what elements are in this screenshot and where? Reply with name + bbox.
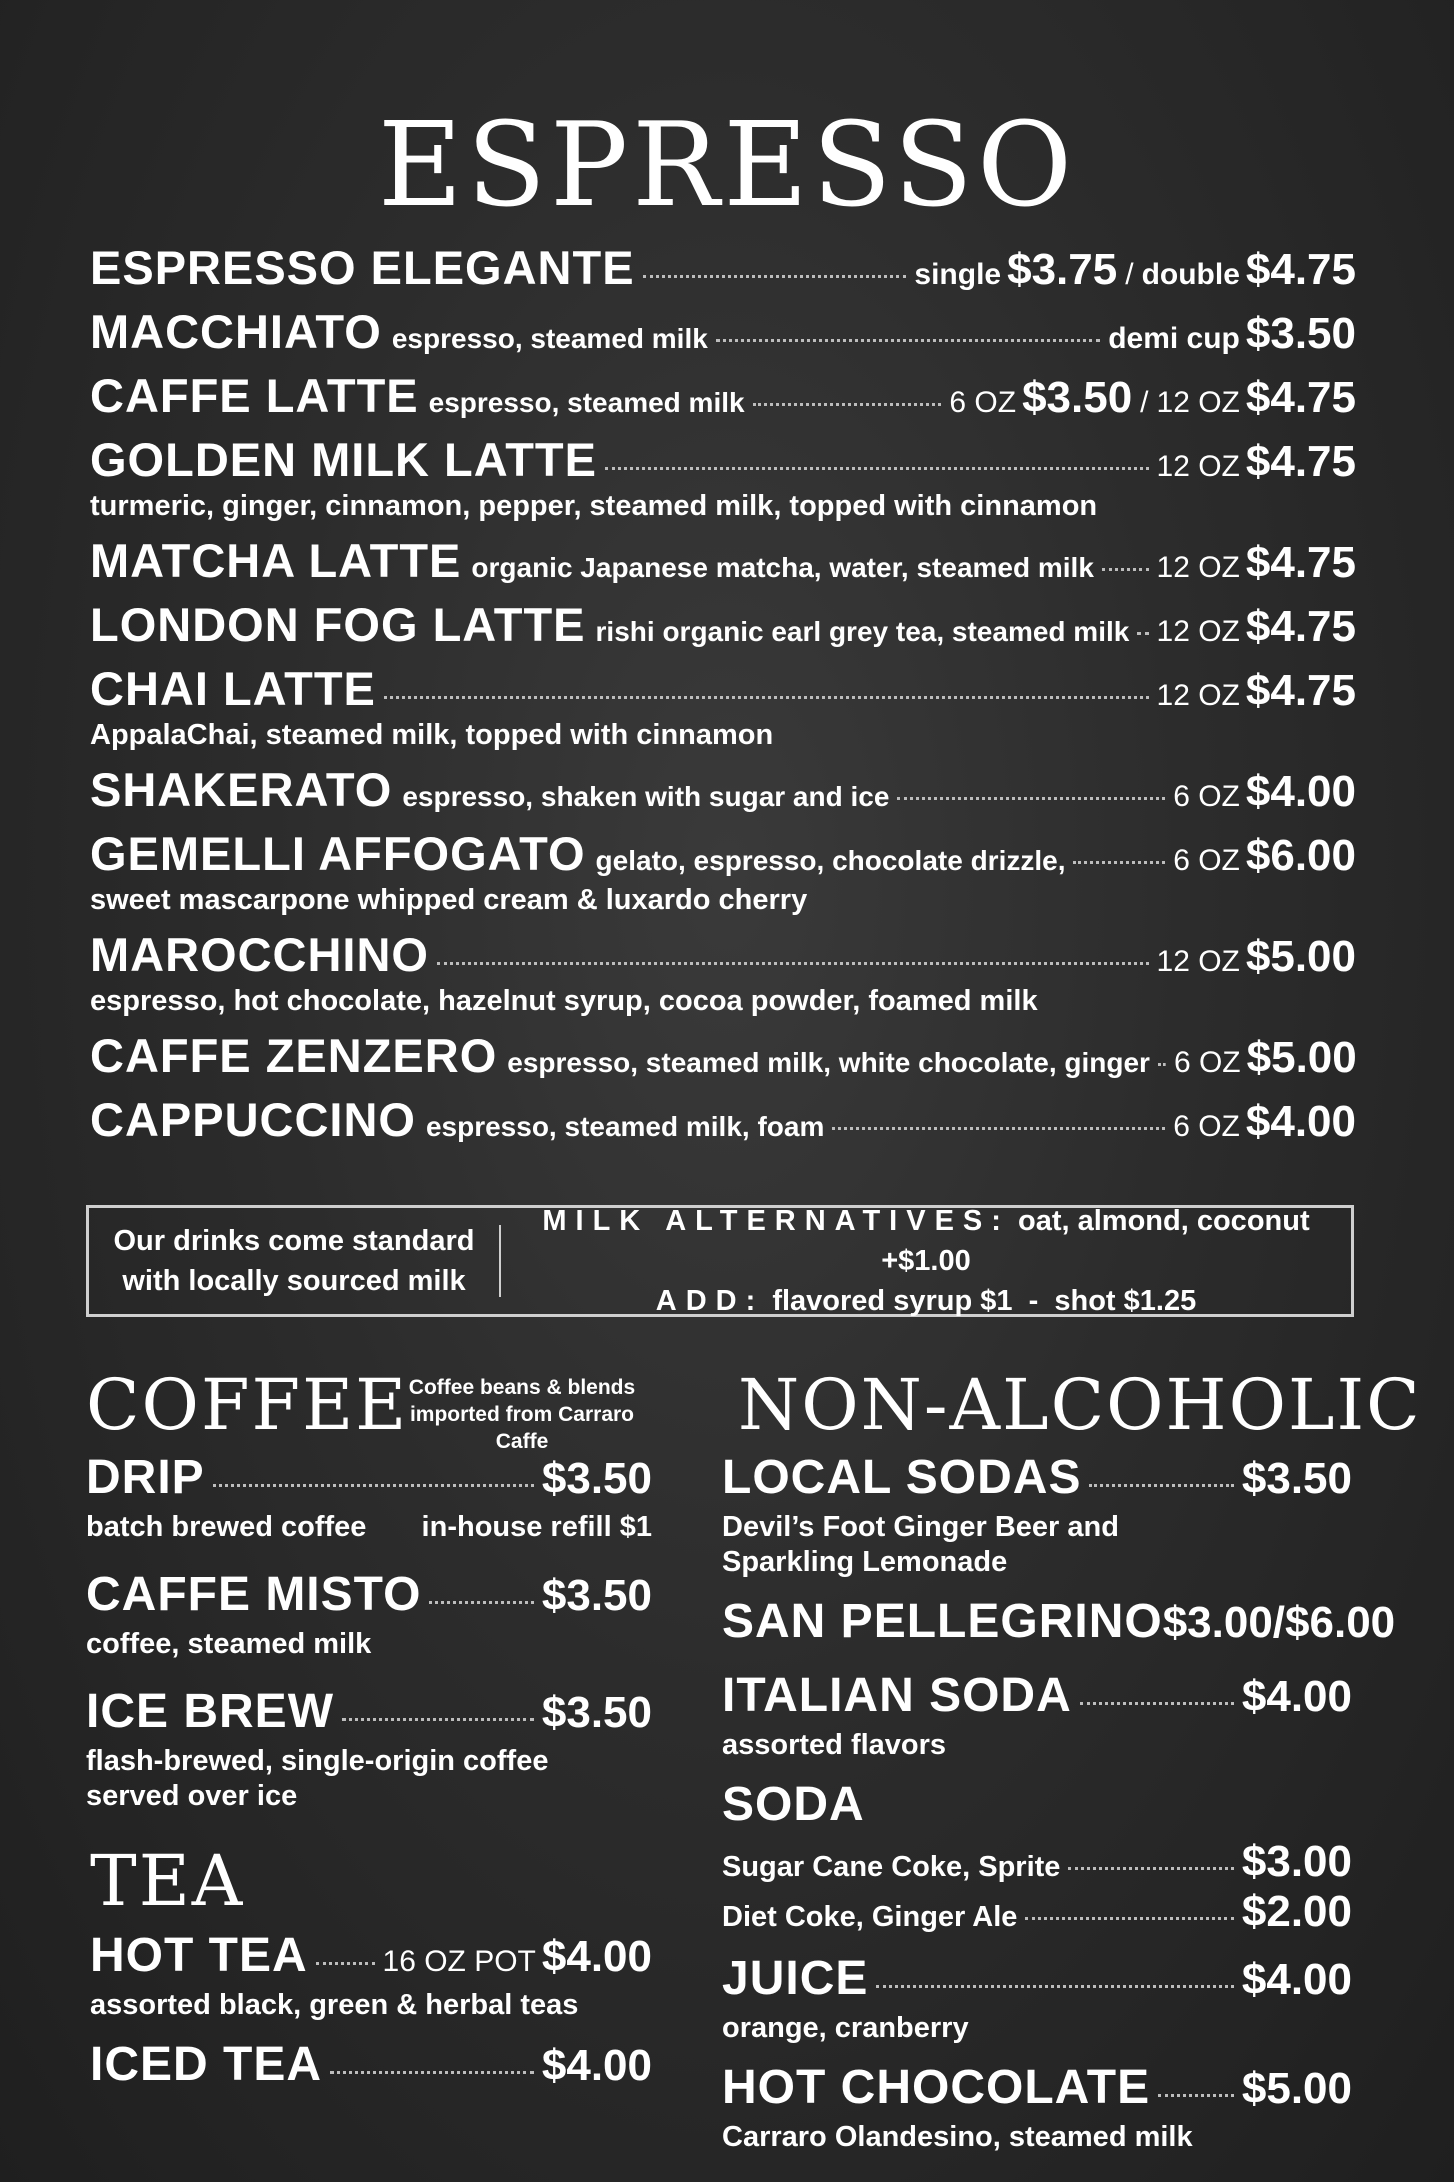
item-name: ESPRESSO ELEGANTE bbox=[90, 241, 635, 294]
price: $3.00 bbox=[1241, 1837, 1352, 1886]
item-subtext: AppalaChai, steamed milk, topped with cinnamon bbox=[90, 719, 774, 751]
item-subtext: served over ice bbox=[86, 1780, 298, 1812]
menu-item-espresso-elegante bbox=[90, 240, 1356, 304]
size-label: single bbox=[914, 258, 1002, 291]
milk-alternatives-note bbox=[501, 1201, 1351, 1321]
menu-item-local-sodas bbox=[722, 1450, 1352, 1580]
dot-leader bbox=[316, 1962, 375, 1965]
item-name: CAFFE ZENZERO bbox=[90, 1029, 498, 1082]
dot-leader bbox=[1158, 2094, 1234, 2097]
item-subtext: assorted flavors bbox=[722, 1729, 947, 1761]
add-text: flavored syrup $1 - shot $1.25 bbox=[772, 1285, 1197, 1317]
size-label: 16 OZ POT bbox=[382, 1945, 536, 1978]
menu-item-drip bbox=[86, 1450, 652, 1545]
item-description: espresso, shaken with sugar and ice bbox=[402, 781, 890, 812]
dot-leader bbox=[897, 797, 1165, 800]
menu-item-chai-latte bbox=[90, 661, 1356, 752]
milk-alternatives-text: oat, almond, coconut +$1.00 bbox=[881, 1205, 1310, 1277]
dot-leader bbox=[605, 467, 1149, 470]
dot-leader bbox=[1068, 1867, 1233, 1870]
size-label: 12 OZ bbox=[1156, 386, 1240, 419]
coffee-note-line-2: imported from Carraro Caffe bbox=[409, 1403, 635, 1453]
item-name: LONDON FOG LATTE bbox=[90, 598, 586, 651]
dot-leader bbox=[1073, 861, 1165, 864]
size-label: demi cup bbox=[1108, 322, 1240, 355]
dot-leader bbox=[342, 1718, 534, 1721]
item-name: MATCHA LATTE bbox=[90, 534, 462, 587]
item-name: HOT CHOCOLATE bbox=[722, 2061, 1151, 2114]
menu-item-cappuccino bbox=[90, 1092, 1356, 1156]
dot-leader bbox=[1089, 1484, 1233, 1487]
price: $3.50 bbox=[541, 1688, 652, 1737]
price: $2.00 bbox=[1241, 1887, 1352, 1936]
price: $4.75 bbox=[1245, 373, 1356, 422]
tea-menu-list bbox=[90, 1928, 652, 2097]
item-subtext: batch brewed coffee bbox=[86, 1511, 367, 1543]
size-label: 12 OZ bbox=[1156, 615, 1240, 648]
dot-leader bbox=[330, 2071, 534, 2074]
soda-option-row bbox=[722, 1837, 1352, 1887]
item-name: SODA bbox=[722, 1778, 865, 1831]
price: $5.00 bbox=[1245, 932, 1356, 981]
size-label: 6 OZ bbox=[1173, 780, 1240, 813]
dot-leader bbox=[1080, 1702, 1234, 1705]
item-subtext: espresso, hot chocolate, hazelnut syrup, cocoa powder, foamed milk bbox=[90, 985, 1038, 1017]
non-alcoholic-menu-list bbox=[722, 1450, 1396, 2155]
menu-item-marocchino bbox=[90, 927, 1356, 1018]
item-name: LOCAL SODAS bbox=[722, 1451, 1082, 1504]
item-name: SHAKERATO bbox=[90, 763, 393, 816]
item-description: espresso, steamed milk, foam bbox=[425, 1111, 825, 1142]
price: $3.50 bbox=[1241, 1454, 1352, 1503]
dot-leader bbox=[437, 962, 1149, 965]
price: $3.00/$6.00 bbox=[1162, 1598, 1396, 1647]
menu-item-iced-tea bbox=[90, 2037, 652, 2097]
menu-item-ice-brew bbox=[86, 1684, 652, 1814]
dot-leader bbox=[1025, 1917, 1233, 1920]
add-label: ADD: bbox=[655, 1285, 765, 1317]
item-description: espresso, steamed milk bbox=[391, 323, 708, 354]
item-name: MAROCCHINO bbox=[90, 928, 429, 981]
item-description: espresso, steamed milk, white chocolate, ginger bbox=[507, 1047, 1150, 1078]
dot-leader bbox=[1102, 568, 1149, 571]
item-name: CAPPUCCINO bbox=[90, 1093, 416, 1146]
dot-leader bbox=[384, 696, 1149, 699]
non-alcoholic-section-title: NON-ALCOHOLIC bbox=[738, 1364, 1422, 1446]
dot-leader bbox=[643, 275, 907, 278]
price: $4.75 bbox=[1245, 666, 1356, 715]
price: $4.75 bbox=[1245, 538, 1356, 587]
coffee-note bbox=[382, 1374, 662, 1455]
menu-item-gemelli-affogato bbox=[90, 826, 1356, 917]
size-label: 12 OZ bbox=[1156, 450, 1240, 483]
dot-leader bbox=[213, 1484, 534, 1487]
menu-item-hot-chocolate bbox=[722, 2060, 1352, 2155]
price-separator: / bbox=[1125, 258, 1134, 291]
espresso-menu-list bbox=[90, 240, 1356, 1156]
item-subtext: Devil’s Foot Ginger Beer and bbox=[722, 1511, 1119, 1543]
menu-item-caffe-zenzero bbox=[90, 1028, 1356, 1092]
menu-item-caffe-latte bbox=[90, 368, 1356, 432]
menu-item-soda bbox=[722, 1777, 1352, 1937]
size-label: 6 OZ bbox=[1173, 1046, 1241, 1079]
price: $4.00 bbox=[1245, 1097, 1356, 1146]
item-name: SAN PELLEGRINO bbox=[722, 1595, 1163, 1648]
refill-note: in-house refill $1 bbox=[421, 1511, 652, 1543]
standard-milk-line-1: Our drinks come standard bbox=[113, 1225, 475, 1257]
item-subtext: turmeric, ginger, cinnamon, pepper, steamed milk, topped with cinnamon bbox=[90, 490, 1098, 522]
price: $3.50 bbox=[541, 1454, 652, 1503]
dot-leader bbox=[429, 1601, 533, 1604]
coffee-note-line-1: Coffee beans & blends bbox=[408, 1376, 636, 1399]
item-name: GOLDEN MILK LATTE bbox=[90, 433, 597, 486]
dot-leader bbox=[832, 1127, 1165, 1130]
standard-milk-line-2: with locally sourced milk bbox=[122, 1265, 466, 1297]
item-subtext: coffee, steamed milk bbox=[86, 1628, 372, 1660]
item-description: espresso, steamed milk bbox=[428, 387, 745, 418]
soda-option: Diet Coke, Ginger Ale bbox=[722, 1901, 1018, 1933]
item-name: CHAI LATTE bbox=[90, 662, 376, 715]
menu-item-macchiato bbox=[90, 304, 1356, 368]
menu-item-san-pellegrino bbox=[722, 1594, 1396, 1654]
menu-item-italian-soda bbox=[722, 1668, 1352, 1763]
item-name: ITALIAN SODA bbox=[722, 1669, 1072, 1722]
tea-section-title: TEA bbox=[90, 1840, 245, 1922]
price: $4.00 bbox=[1245, 767, 1356, 816]
item-description: gelato, espresso, chocolate drizzle, bbox=[595, 845, 1066, 876]
menu-item-juice bbox=[722, 1951, 1352, 2046]
item-name: CAFFE MISTO bbox=[86, 1568, 422, 1621]
price: $4.00 bbox=[1241, 1672, 1352, 1721]
size-label: 6 OZ bbox=[1173, 1110, 1240, 1143]
size-label: 6 OZ bbox=[1173, 844, 1240, 877]
dot-leader bbox=[1137, 632, 1148, 635]
item-subtext: sweet mascarpone whipped cream & luxardo cherry bbox=[90, 884, 808, 916]
item-name: ICE BREW bbox=[86, 1685, 334, 1738]
milk-alternatives-label: MILK ALTERNATIVES: bbox=[542, 1205, 1010, 1237]
item-subtext: orange, cranberry bbox=[722, 2012, 969, 2044]
espresso-section-title: ESPRESSO bbox=[377, 98, 1077, 233]
item-subtext: Sparkling Lemonade bbox=[722, 1546, 1008, 1578]
milk-info-box bbox=[86, 1205, 1354, 1317]
dot-leader bbox=[716, 339, 1100, 342]
item-name: CAFFE LATTE bbox=[90, 369, 419, 422]
item-name: HOT TEA bbox=[90, 1929, 308, 1982]
item-subtext-row bbox=[86, 1510, 652, 1545]
menu-item-hot-tea bbox=[90, 1928, 652, 2023]
item-description: rishi organic earl grey tea, steamed milk bbox=[595, 616, 1130, 647]
item-name: ICED TEA bbox=[90, 2038, 323, 2091]
size-label: 12 OZ bbox=[1156, 551, 1240, 584]
item-subtext: Carraro Olandesino, steamed milk bbox=[722, 2121, 1193, 2153]
menu-item-golden-milk-latte bbox=[90, 432, 1356, 523]
price-separator: / bbox=[1140, 386, 1149, 419]
price: $3.50 bbox=[1245, 309, 1356, 358]
menu-item-london-fog-latte bbox=[90, 597, 1356, 661]
item-name: DRIP bbox=[86, 1451, 205, 1504]
price: $4.00 bbox=[541, 1932, 652, 1981]
menu-item-matcha-latte bbox=[90, 533, 1356, 597]
item-name: JUICE bbox=[722, 1952, 869, 2005]
price: $5.00 bbox=[1246, 1033, 1357, 1082]
price: $3.50 bbox=[541, 1571, 652, 1620]
dot-leader bbox=[753, 403, 942, 406]
price: $4.00 bbox=[1241, 1955, 1352, 2004]
menu-item-shakerato bbox=[90, 762, 1356, 826]
size-label: 12 OZ bbox=[1156, 945, 1240, 978]
price: $4.75 bbox=[1245, 245, 1356, 294]
dot-leader bbox=[876, 1985, 1234, 1988]
item-subtext: assorted black, green & herbal teas bbox=[90, 1989, 579, 2021]
price: $4.75 bbox=[1245, 437, 1356, 486]
price: $3.75 bbox=[1007, 245, 1118, 294]
size-label: 6 OZ bbox=[949, 386, 1017, 419]
size-label: double bbox=[1141, 258, 1240, 291]
item-name: MACCHIATO bbox=[90, 305, 382, 358]
item-subtext: flash-brewed, single-origin coffee bbox=[86, 1745, 549, 1777]
price: $3.50 bbox=[1022, 373, 1133, 422]
coffee-menu-list bbox=[86, 1450, 652, 1814]
soda-option-row bbox=[722, 1887, 1352, 1937]
soda-option: Sugar Cane Coke, Sprite bbox=[722, 1851, 1061, 1883]
price: $4.75 bbox=[1245, 602, 1356, 651]
menu-item-caffe-misto bbox=[86, 1567, 652, 1662]
price: $6.00 bbox=[1245, 831, 1356, 880]
price: $4.00 bbox=[541, 2041, 652, 2090]
item-name: GEMELLI AFFOGATO bbox=[90, 827, 586, 880]
coffee-section-title: COFFEE bbox=[86, 1364, 409, 1446]
size-label: 12 OZ bbox=[1156, 679, 1240, 712]
item-description: organic Japanese matcha, water, steamed milk bbox=[471, 552, 1094, 583]
price: $5.00 bbox=[1241, 2064, 1352, 2113]
standard-milk-note bbox=[89, 1221, 499, 1301]
dot-leader bbox=[1158, 1063, 1166, 1066]
